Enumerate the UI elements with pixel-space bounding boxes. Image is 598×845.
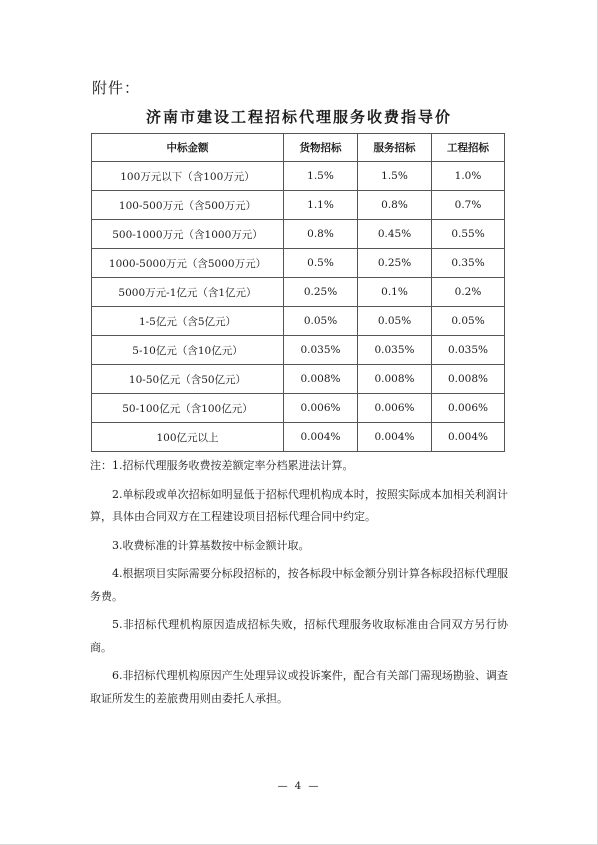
- header-bid-amount: 中标金额: [92, 134, 284, 162]
- table-row: [92, 365, 505, 394]
- table-cell: 0.8%: [358, 191, 432, 220]
- table-cell: 1.5%: [358, 162, 432, 191]
- page-number: — 4 —: [277, 781, 321, 792]
- note-6: 6.非招标代理机构原因产生处理异议或投诉案件，配合有关部门需现场勘验、调查取证所发生的差旅费用则由委托人承担。: [90, 669, 508, 705]
- table-cell: 0.35%: [432, 249, 505, 278]
- table-cell: 0.25%: [358, 249, 432, 278]
- table-cell: 0.004%: [432, 423, 505, 452]
- table-cell: 10-50亿元（含50亿元）: [92, 365, 284, 394]
- header-services: 服务招标: [358, 134, 432, 162]
- table-cell: 5-10亿元（含10亿元）: [92, 336, 284, 365]
- table-cell: 0.006%: [358, 394, 432, 423]
- table-cell: 0.05%: [284, 307, 358, 336]
- table-row: [92, 162, 505, 191]
- table-row: [92, 394, 505, 423]
- table-cell: 0.006%: [284, 394, 358, 423]
- table-header-row: [92, 134, 505, 162]
- document-title: 济南市建设工程招标代理服务收费指导价: [145, 108, 452, 126]
- table-cell: 100亿元以上: [92, 423, 284, 452]
- note-2: 2.单标段或单次招标如明显低于招标代理机构成本时，按照实际成本加相关利润计算，具体由合同双方在工程建设项目招标代理合同中约定。: [90, 487, 508, 523]
- note-1: 注：1.招标代理服务收费按差额定率分档累进法计算。: [90, 459, 354, 472]
- note-4: 4.根据项目实际需要分标段招标的，按各标段中标金额分别计算各标段招标代理服务费。: [90, 567, 508, 603]
- table-row: [92, 278, 505, 307]
- table-cell: 0.008%: [432, 365, 505, 394]
- table-cell: 0.004%: [284, 423, 358, 452]
- table-cell: 1000-5000万元（含5000万元）: [92, 249, 284, 278]
- table-cell: 50-100亿元（含100亿元）: [92, 394, 284, 423]
- table-cell: 0.1%: [358, 278, 432, 307]
- table-cell: 0.008%: [284, 365, 358, 394]
- table-cell: 100-500万元（含500万元）: [92, 191, 284, 220]
- table-cell: 100万元以下（含100万元）: [92, 162, 284, 191]
- table-cell: 1.5%: [284, 162, 358, 191]
- table-row: [92, 249, 505, 278]
- table-cell: 0.2%: [432, 278, 505, 307]
- note-5: 5.非招标代理机构原因造成招标失败，招标代理服务收取标准由合同双方另行协商。: [90, 618, 508, 654]
- table-cell: 0.006%: [432, 394, 505, 423]
- attachment-label: 附件：: [92, 79, 141, 97]
- notes-section: [90, 455, 508, 716]
- table-row: [92, 336, 505, 365]
- table-cell: 500-1000万元（含1000万元）: [92, 220, 284, 249]
- table-cell: 0.25%: [284, 278, 358, 307]
- note-3: 3.收费标准的计算基数按中标金额计取。: [112, 538, 310, 552]
- table-row: [92, 307, 505, 336]
- table-cell: 0.55%: [432, 220, 505, 249]
- table-cell: 0.05%: [432, 307, 505, 336]
- table-cell: 1.1%: [284, 191, 358, 220]
- table-cell: 1-5亿元（含5亿元）: [92, 307, 284, 336]
- header-goods: 货物招标: [284, 134, 358, 162]
- table-cell: 0.008%: [358, 365, 432, 394]
- table-row: [92, 423, 505, 452]
- table-cell: 5000万元-1亿元（含1亿元）: [92, 278, 284, 307]
- fee-table: [91, 133, 505, 452]
- table-row: [92, 191, 505, 220]
- table-cell: 0.45%: [358, 220, 432, 249]
- table-cell: 0.035%: [432, 336, 505, 365]
- table-cell: 0.05%: [358, 307, 432, 336]
- table-row: [92, 220, 505, 249]
- table-cell: 1.0%: [432, 162, 505, 191]
- table-cell: 0.7%: [432, 191, 505, 220]
- header-construction: 工程招标: [432, 134, 505, 162]
- table-cell: 0.035%: [358, 336, 432, 365]
- table-cell: 0.8%: [284, 220, 358, 249]
- table-cell: 0.035%: [284, 336, 358, 365]
- table-cell: 0.5%: [284, 249, 358, 278]
- table-cell: 0.004%: [358, 423, 432, 452]
